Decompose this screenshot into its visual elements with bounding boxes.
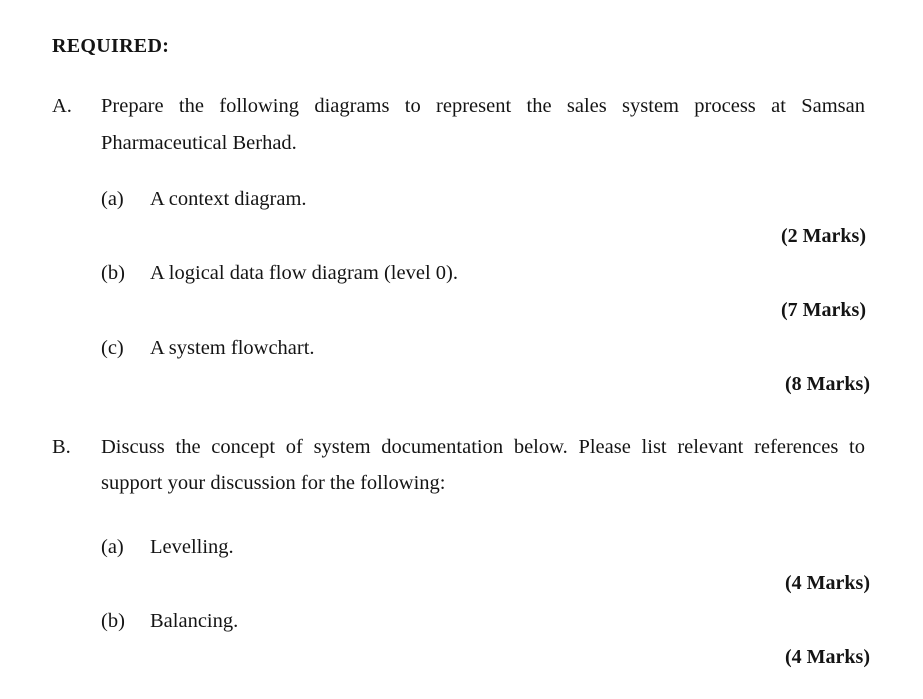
section-a-question-line1: Prepare the following diagrams to represent the sales system process at Samsan — [101, 95, 865, 117]
section-b-item-a-text: Levelling. — [150, 536, 234, 558]
section-a-item-c-marks: (8 Marks) — [785, 373, 870, 395]
section-b-question-line1: Discuss the concept of system documentation below. Please list relevant references to — [101, 436, 865, 458]
section-a-item-c-text: A system flowchart. — [150, 337, 315, 359]
section-b-item-a-marks: (4 Marks) — [785, 572, 870, 594]
section-b-item-b-marks: (4 Marks) — [785, 646, 870, 668]
required-heading: REQUIRED: — [52, 35, 170, 57]
section-b-item-b-label: (b) — [101, 610, 125, 632]
section-a-item-b-label: (b) — [101, 262, 125, 284]
section-b-item-b-text: Balancing. — [150, 610, 239, 632]
section-a-item-b-marks: (7 Marks) — [781, 299, 866, 321]
section-a-item-b-text: A logical data flow diagram (level 0). — [150, 262, 458, 284]
section-b-question-line2: support your discussion for the following: — [101, 472, 446, 494]
section-a-item-a-label: (a) — [101, 188, 124, 210]
section-b-item-a-label: (a) — [101, 536, 124, 558]
section-b-label: B. — [52, 436, 71, 458]
section-a-item-a-marks: (2 Marks) — [781, 225, 866, 247]
section-a-question-line2: Pharmaceutical Berhad. — [101, 132, 297, 154]
section-a-item-a-text: A context diagram. — [150, 188, 307, 210]
section-a-item-c-label: (c) — [101, 337, 124, 359]
section-a-label: A. — [52, 95, 72, 117]
